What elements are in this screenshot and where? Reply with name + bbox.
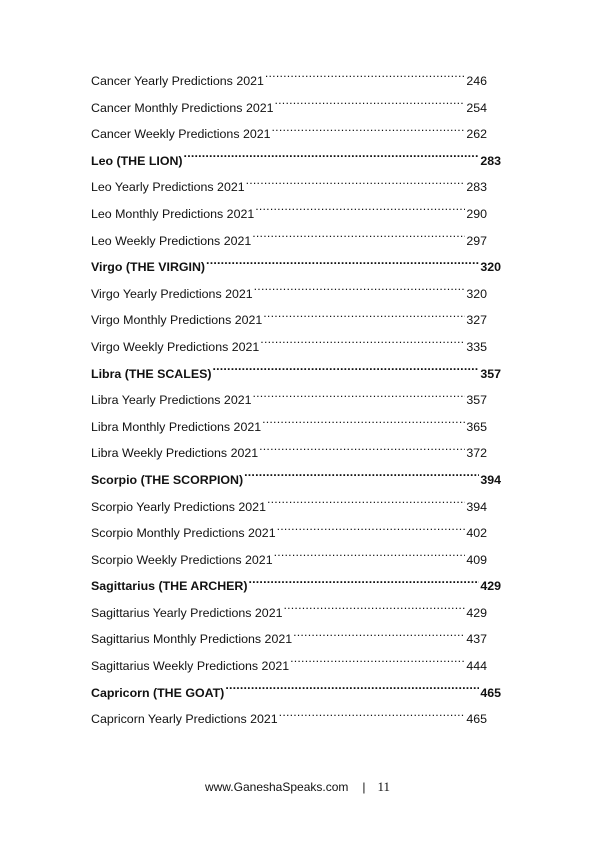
toc-entry[interactable] [91, 387, 487, 414]
toc-entry[interactable] [91, 414, 487, 441]
toc-entry-page-number: 283 [480, 153, 501, 168]
dot-leader [267, 497, 465, 511]
dot-leader [260, 337, 465, 351]
dot-leader [184, 151, 480, 165]
toc-entry-page-number: 254 [466, 100, 487, 115]
toc-entry-label: Libra (THE SCALES) [91, 366, 212, 381]
dot-leader [206, 257, 479, 271]
toc-entry-page-number: 297 [466, 233, 487, 248]
toc-entry-label: Sagittarius Weekly Predictions 2021 [91, 659, 290, 674]
toc-entry-label: Virgo (THE VIRGIN) [91, 260, 206, 275]
toc-entry-label: Virgo Yearly Predictions 2021 [91, 286, 253, 301]
toc-entry-page-number: 465 [480, 685, 501, 700]
dot-leader [249, 576, 480, 590]
toc-entry-page-number: 335 [466, 339, 487, 354]
dot-leader [272, 124, 466, 138]
dot-leader [275, 98, 466, 112]
dot-leader [246, 177, 466, 191]
footer-separator: | [362, 780, 366, 794]
toc-entry[interactable] [91, 494, 487, 521]
toc-entry[interactable] [91, 706, 487, 733]
toc-heading-entry[interactable] [91, 361, 501, 388]
toc-entry[interactable] [91, 174, 487, 201]
toc-entry[interactable] [91, 95, 487, 122]
dot-leader [253, 390, 466, 404]
toc-entry[interactable] [91, 307, 487, 334]
toc-entry-page-number: 372 [466, 446, 487, 461]
toc-heading-entry[interactable] [91, 680, 501, 707]
toc-entry-label: Scorpio Yearly Predictions 2021 [91, 499, 266, 514]
toc-entry-label: Leo Monthly Predictions 2021 [91, 206, 255, 221]
toc-entry[interactable] [91, 653, 487, 680]
toc-entry-label: Sagittarius Monthly Predictions 2021 [91, 632, 293, 647]
toc-entry-page-number: 465 [466, 712, 487, 727]
toc-entry-page-number: 444 [466, 659, 487, 674]
toc-entry-page-number: 290 [466, 206, 487, 221]
toc-entry-page-number: 357 [466, 393, 487, 408]
toc-entry-label: Scorpio Monthly Predictions 2021 [91, 526, 276, 541]
toc-entry-label: Capricorn (THE GOAT) [91, 685, 225, 700]
toc-entry[interactable] [91, 600, 487, 627]
dot-leader [252, 231, 465, 245]
toc-entry[interactable] [91, 440, 487, 467]
toc-entry-page-number: 320 [480, 260, 501, 275]
toc-entry[interactable] [91, 281, 487, 308]
toc-entry-label: Sagittarius Yearly Predictions 2021 [91, 605, 283, 620]
dot-leader [263, 310, 465, 324]
toc-heading-entry[interactable] [91, 467, 501, 494]
toc-entry-label: Leo Weekly Predictions 2021 [91, 233, 252, 248]
toc-entry-page-number: 246 [466, 74, 487, 88]
dot-leader [274, 550, 466, 564]
footer-page-number: 11 [377, 779, 391, 794]
toc-entry-page-number: 429 [466, 605, 487, 620]
toc-entry-page-number: 327 [466, 313, 487, 328]
toc-entry-label: Cancer Yearly Predictions 2021 [91, 74, 264, 88]
toc-entry-label: Virgo Monthly Predictions 2021 [91, 313, 263, 328]
toc-entry[interactable] [91, 547, 487, 574]
toc-entry-page-number: 320 [466, 286, 487, 301]
toc-entry-page-number: 394 [480, 472, 501, 487]
toc-entry[interactable] [91, 228, 487, 255]
toc-entry[interactable] [91, 121, 487, 148]
dot-leader [265, 71, 465, 85]
dot-leader [225, 683, 479, 697]
toc-entry-label: Scorpio Weekly Predictions 2021 [91, 552, 273, 567]
toc-entry-label: Libra Yearly Predictions 2021 [91, 393, 252, 408]
toc-entry-label: Sagittarius (THE ARCHER) [91, 579, 248, 594]
footer-website: www.GaneshaSpeaks.com [204, 780, 349, 794]
dot-leader [262, 417, 465, 431]
toc-heading-entry[interactable] [91, 573, 501, 600]
toc-entry[interactable] [91, 334, 487, 361]
page-footer [0, 779, 595, 795]
toc-entry-label: Libra Weekly Predictions 2021 [91, 446, 259, 461]
toc-entry-label: Leo (THE LION) [91, 153, 183, 168]
toc-entry-label: Libra Monthly Predictions 2021 [91, 419, 262, 434]
toc-entry-label: Cancer Weekly Predictions 2021 [91, 127, 271, 142]
toc-entry[interactable] [91, 626, 487, 653]
dot-leader [293, 629, 465, 643]
toc-entry[interactable] [91, 520, 487, 547]
toc-entry-page-number: 283 [466, 180, 487, 195]
dot-leader [284, 603, 466, 617]
table-of-contents [91, 68, 501, 733]
toc-heading-entry[interactable] [91, 254, 501, 281]
toc-entry-label: Cancer Monthly Predictions 2021 [91, 100, 274, 115]
toc-entry-page-number: 262 [466, 127, 487, 142]
dot-leader [254, 284, 466, 298]
dot-leader [244, 470, 479, 484]
dot-leader [290, 656, 465, 670]
toc-entry-page-number: 437 [466, 632, 487, 647]
dot-leader [259, 443, 465, 457]
toc-entry-label: Capricorn Yearly Predictions 2021 [91, 712, 278, 727]
dot-leader [277, 523, 466, 537]
toc-heading-entry[interactable] [91, 148, 501, 175]
toc-entry-label: Virgo Weekly Predictions 2021 [91, 339, 260, 354]
toc-entry-label: Leo Yearly Predictions 2021 [91, 180, 245, 195]
dot-leader [212, 364, 479, 378]
toc-entry-page-number: 394 [466, 499, 487, 514]
toc-entry[interactable] [91, 201, 487, 228]
toc-entry-page-number: 409 [466, 552, 487, 567]
dot-leader [279, 709, 466, 723]
toc-entry-page-number: 365 [466, 419, 487, 434]
dot-leader [255, 204, 465, 218]
toc-entry[interactable] [91, 68, 487, 95]
toc-entry-page-number: 402 [466, 526, 487, 541]
toc-entry-label: Scorpio (THE SCORPION) [91, 472, 244, 487]
toc-entry-page-number: 357 [480, 366, 501, 381]
toc-entry-page-number: 429 [480, 579, 501, 594]
